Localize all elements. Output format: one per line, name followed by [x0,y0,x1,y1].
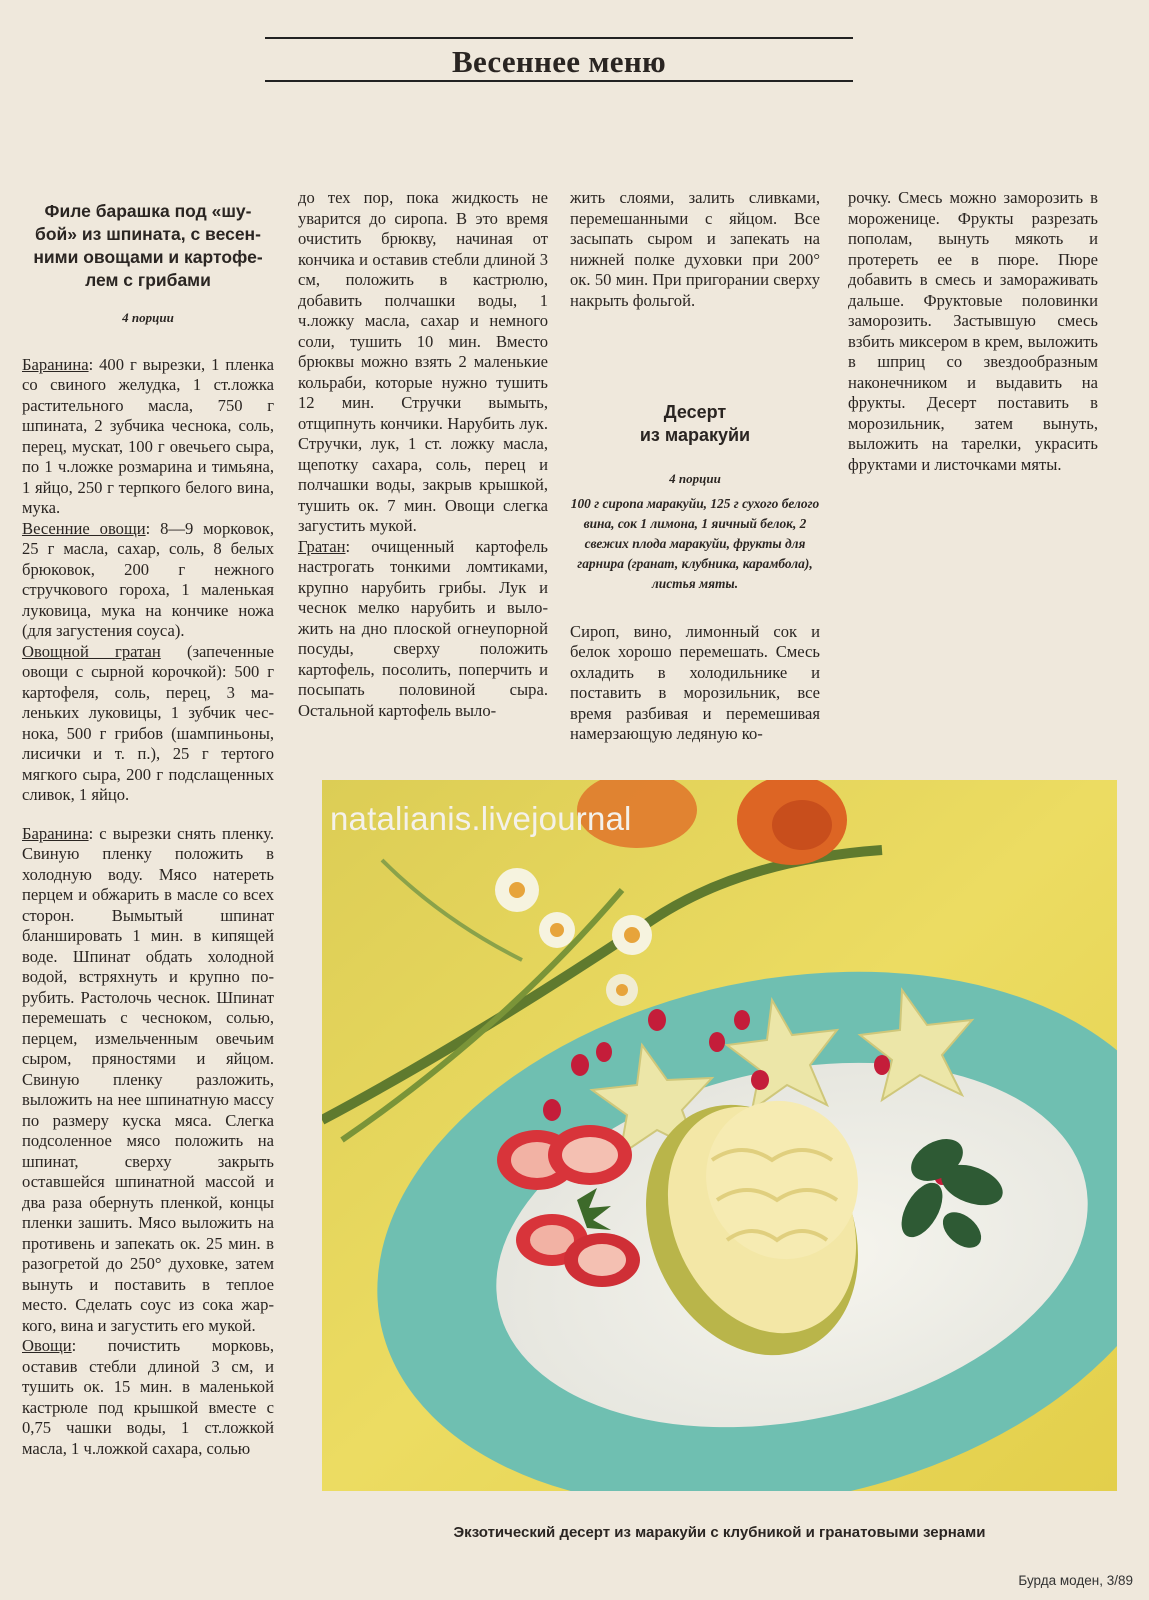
recipe1-portions: 4 порции [122,310,174,325]
recipe2-step: Сироп, вино, лимонный сок и белок хорошо перемешать. Смесь охладить в холодильнике и поставить в морозильник, все время разбивая и перемешивая намерзающую ледяную ко- [570,621,820,743]
title-rule-top [265,37,853,39]
ingredients-vegetables: Весенние овощи: 8—9 морковок, 25 г масла, сахар, соль, 8 белых брюковок, 200 г нежного стручкового гороха, 1 маленькая луковица, мука на кончике ножа (для загустения соуса). [22,518,274,640]
column-1 [22,200,274,1459]
page-title: Весеннее меню [451,44,667,79]
step-gratin: Гратан: очищенный картофель настрогать тонкими ломтиками, крупно нарубить грибы. Лук и чеснок мелко нарубить и выложить на дно плоской огнеупорной посуды, сверху положить картофель, посолить, поперчить и посыпать половиной сыра. Остальной картофель выло- [298,536,548,720]
vegetables-continued: до тех пор, пока жидкость не уварится до сиропа. В это время очистить брюкву, начиная от кончика и оставив стебли длиной 3 см, положить в кастрюлю, добавить полчашки воды, 1 ч.ложку масла, сахар и немного соли, тушить 10 мин. Вместо брюквы можно взять 2 маленькие кольраби, которые нужно тушить 12 мин. Стручки вымыть, отщипнуть кончики. Нарубить лук. Стручки, лук, 1 ст. ложку масла, щепотку сахара, соль, перец и полчашки воды, закрыв крышкой, тушить ок. 7 мин. Овощи слегка загустить мукой. [298,188,548,535]
gratin-continued: жить слоями, залить сливками, перемешанными с яйцом. Все засыпать сыром и запекать на нижней полке духовки при 200° ок. 50 мин. При пригорании сверху накрыть фольгой. [570,188,820,310]
watermark-text: natalianis.livejournal [330,800,632,837]
page-footer: Бурда моден, 3/89 [1018,1573,1133,1588]
title-rule-bottom [265,80,853,82]
recipe2-title: Десерт из маракуйи [639,402,751,445]
ingredients-gratin: Овощной гратан (запеченные овощи с сырной корочкой): 500 г картофеля, соль, перец, 3 маленьких луковицы, 1 зубчик чеснока, 500 г грибов (шампиньоны, лисички и т. п.), 25 г тертого мягкого сыра, 200 г подслащенных сливок, 1 яйцо. [22,641,274,804]
dessert-photo-illustration [322,780,1117,1491]
step-lamb: Баранина: с вырезки снять пленку. Свиную пленку положить в холодную воду. Мясо натереть перцем и обжарить в масле со всех сторон. Вымытый шпинат бланшировать 1 мин. в кипящей воде. Шпинат обдать холодной водой, встряхнуть и крупно порубить. Растолочь чеснок. Шпинат перемешать с чесноком, солью, перцем, измельченным овечьим сыром, пряностями и яйцом. Свиную пленку разложить, выложить на нее шпинатную массу по размеру куска мяса. Слегка подсоленное мясо положить на шпинат, сверху закрыть оставшейся шпинатной массой и два раза обернуть пленкой, концы пленки зашить. Мясо выложить на противень и запекать ок. 25 мин. в разогретой до 250° духовке, затем вынуть и поставить в теплое место. Сделать соус из сока жаркого, вина и загустить его мукой. [22,823,274,1335]
photo-caption: Экзотический десерт из маракуйи с клубникой и гранатовыми зернами [453,1524,986,1541]
recipe2-ingredients: 100 г сиропа маракуйи, 125 г сухого белого вина, сок 1 лимона, 1 яичный белок, 2 свежих плода маракуйи, фрукты для гарнира (гранат, клубника, карамбола), листья мяты. [570,495,820,591]
column-2 [298,188,548,721]
ingredients-lamb: Баранина: 400 г вырезки, 1 пленка со свиного желудка, 1 ст.ложка растительного масла, 750 г шпината, 2 зубчика чеснока, соль, перец, мускат, 100 г овечьего сыра, по 1 ч.ложке розмарина и тимьяна, 1 яйцо, 250 г терпкого белого вина, мука. [22,354,274,517]
column-4 [848,188,1098,475]
step-vegetables: Овощи: почистить морковь, оставив стебли длиной 3 см, и тушить ок. 15 мин. в маленькой кастрюле под крышкой вместе с 0,75 чашки воды, 1 ст.ложкой масла, 1 ч.ложкой сахара, солью [22,1336,274,1458]
dessert-photo [322,780,1117,1491]
recipe2-portions: 4 порции [669,471,721,486]
column-3 [570,188,820,745]
recipe1-title: Филе барашка под «шу- бой» из шпината, с весен- ними овощами и картофе- лем с грибами [33,201,263,290]
recipe2-step-continued: рочку. Смесь можно заморозить в мороженице. Фрукты разрезать пополам, вынуть мякоть и протереть ее в пюре. Пюре добавить в смесь и замораживать дальше. Фруктовые половинки заморозить. Застывшую смесь взбить миксером в крем, выложить в шприц со звездообразным наконечником и выдавить на фрукты. Десерт поставить в морозильник, затем вынуть, выложить на тарелки, украсить фруктами и листочками мяты. [848,188,1098,474]
